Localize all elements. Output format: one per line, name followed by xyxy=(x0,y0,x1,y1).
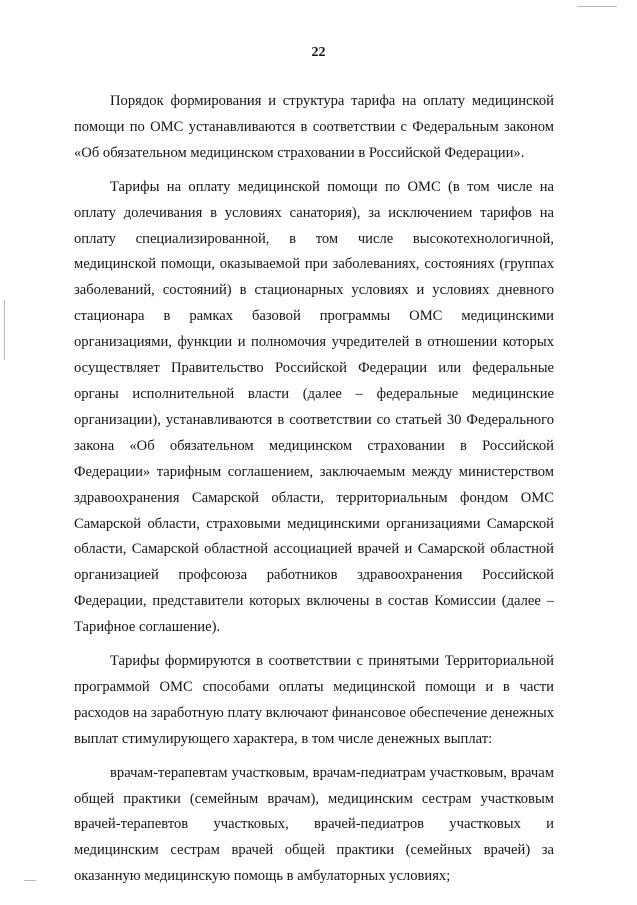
document-body xyxy=(74,89,554,898)
list-item-payments: врачам-терапевтам участковым, врачам-педиатрам участковым, врачам общей практики (семейным врачам), медицинским сестрам участковым врачей-терапевтов участковых, врачей-педиатров участковых и медицинским сестрам врачей общей практики (семейных врачей) за оказанную медицинскую помощь в амбулаторных условиях; xyxy=(74,764,554,885)
paragraph-tariff-agreement: Тарифы на оплату медицинской помощи по ОМС (в том числе на оплату долечивания в условиях санатория), за исключением тарифов на оплату специализированной, в том числе высокотехнологичной, медицинской помощи, оказываемой при заболеваниях, состояниях (группах заболеваний, состояний) в стационарных условиях и условиях дневного стационара в рамках базовой программы ОМС медицинскими организациями, функции и полномочия учредителей в отношении которых осуществляет Правительство Российской Федерации или федеральные органы исполнительной власти (далее – федеральные медицинские организации), устанавливаются в соответствии со статьей 30 Федерального закона «Об обязательном медицинском страховании в Российской Федерации» тарифным соглашением, заключаемым между министерством здравоохранения Самарской области, территориальным фондом ОМС Самарской области, страховыми медицинскими организациями Самарской области, Самарской областной ассоциацией врачей и Самарской областной организацией профсоюза работников здравоохранения Российской Федерации, представители которых включены в состав Комиссии (далее – Тарифное соглашение). xyxy=(74,178,554,636)
page-number: 22 xyxy=(311,45,326,60)
scan-edge-mark-left xyxy=(4,300,5,360)
scan-edge-mark-top xyxy=(577,6,617,7)
paragraph-tariff-formation: Тарифы формируются в соответствии с принятыми Территориальной программой ОМС способами оплаты медицинской помощи и в части расходов на заработную плату включают финансовое обеспечение денежных выплат стимулирующего характера, в том числе денежных выплат: xyxy=(74,653,554,747)
paragraph-tariff-structure: Порядок формирования и структура тарифа на оплату медицинской помощи по ОМС устанавливаются в соответствии с Федеральным законом «Об обязательном медицинском страховании в Российской Федерации». xyxy=(74,93,554,161)
scan-edge-mark-bottom xyxy=(24,880,36,881)
